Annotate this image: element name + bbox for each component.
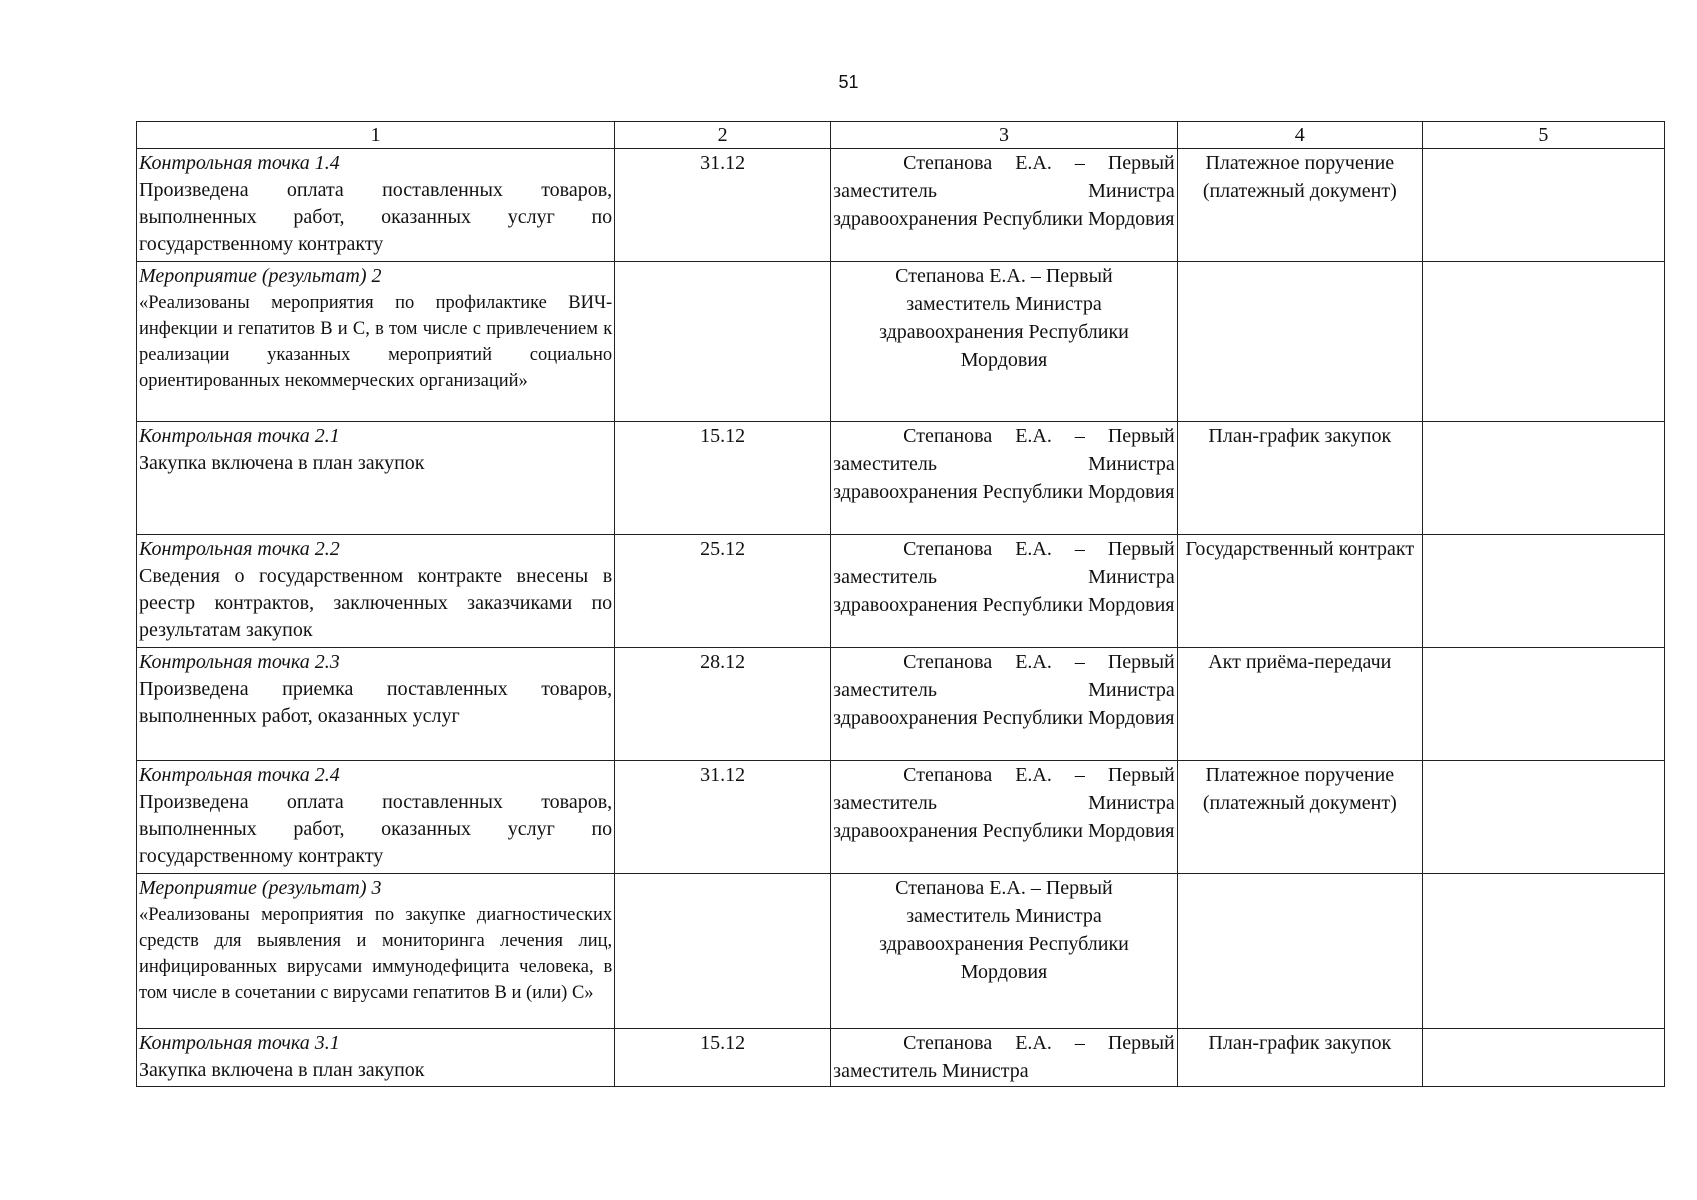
- item-title: Контрольная точка 2.2: [139, 538, 340, 560]
- name-cell: [137, 262, 615, 422]
- document-type: Акт приёма-передачи: [1177, 648, 1422, 761]
- responsible-person: Степанова Е.А. – Первый заместитель Министра здравоохранения Республики Мордовия: [831, 149, 1178, 262]
- item-title: Контрольная точка 2.3: [139, 651, 340, 673]
- column-5-cell: [1422, 1029, 1664, 1087]
- item-title: Контрольная точка 1.4: [139, 152, 340, 174]
- responsible-person: Степанова Е.А. – Первый заместитель Министра здравоохранения Республики Мордовия: [831, 648, 1178, 761]
- due-date: 15.12: [615, 1029, 831, 1087]
- item-title: Контрольная точка 2.4: [139, 764, 340, 786]
- table-row: [137, 422, 1665, 535]
- column-5-cell: [1422, 648, 1664, 761]
- due-date: 31.12: [615, 149, 831, 262]
- column-header-1: 1: [137, 122, 615, 149]
- item-title: Контрольная точка 2.1: [139, 425, 340, 447]
- due-date: 31.12: [615, 761, 831, 874]
- table-row: [137, 648, 1665, 761]
- column-header-2: 2: [615, 122, 831, 149]
- name-cell: [137, 422, 615, 535]
- responsible-person: Степанова Е.А. – Первый заместитель Министра здравоохранения Республики Мордовия: [831, 262, 1178, 422]
- item-title: Контрольная точка 3.1: [139, 1032, 340, 1054]
- document-type: Государственный контракт: [1177, 535, 1422, 648]
- item-title: Мероприятие (результат) 3: [139, 877, 382, 899]
- column-header-4: 4: [1177, 122, 1422, 149]
- table-row: [137, 535, 1665, 648]
- table-row: [137, 761, 1665, 874]
- responsible-person: Степанова Е.А. – Первый заместитель Министра здравоохранения Республики Мордовия: [831, 761, 1178, 874]
- responsible-person: Степанова Е.А. – Первый заместитель Министра здравоохранения Республики Мордовия: [831, 874, 1178, 1029]
- item-description: Произведена приемка поставленных товаров, выполненных работ, оказанных услуг: [139, 678, 613, 727]
- item-title: Мероприятие (результат) 2: [139, 265, 382, 287]
- item-description: Произведена оплата поставленных товаров, выполненных работ, оказанных услуг по государственному контракту: [139, 791, 613, 867]
- column-5-cell: [1422, 761, 1664, 874]
- document-type: Платежное поручение (платежный документ): [1177, 761, 1422, 874]
- document-type: [1177, 262, 1422, 422]
- item-description: «Реализованы мероприятия по закупке диагностических средств для выявления и мониторинга лечения лиц, инфицированных вирусами иммунодефицита человека, в том числе в сочетании с вирусами гепатитов В и (или) С»: [139, 905, 613, 1003]
- column-5-cell: [1422, 535, 1664, 648]
- page-number: 51: [838, 72, 859, 92]
- column-5-cell: [1422, 149, 1664, 262]
- due-date: 25.12: [615, 535, 831, 648]
- responsible-person: Степанова Е.А. – Первый заместитель Министра: [831, 1029, 1178, 1087]
- item-description: Закупка включена в план закупок: [139, 452, 425, 474]
- column-5-cell: [1422, 422, 1664, 535]
- due-date: [615, 874, 831, 1029]
- document-type: Платежное поручение (платежный документ): [1177, 149, 1422, 262]
- column-header-5: 5: [1422, 122, 1664, 149]
- plan-table: [136, 121, 1665, 1087]
- responsible-person: Степанова Е.А. – Первый заместитель Министра здравоохранения Республики Мордовия: [831, 535, 1178, 648]
- responsible-person: Степанова Е.А. – Первый заместитель Министра здравоохранения Республики Мордовия: [831, 422, 1178, 535]
- document-type: План-график закупок: [1177, 422, 1422, 535]
- name-cell: [137, 648, 615, 761]
- table-row: [137, 149, 1665, 262]
- table-row: [137, 874, 1665, 1029]
- item-description: «Реализованы мероприятия по профилактике ВИЧ-инфекции и гепатитов В и С, в том числе с привлечением к реализации указанных мероприятий социально ориентированных некоммерческих организаций»: [139, 293, 613, 391]
- document-type: План-график закупок: [1177, 1029, 1422, 1087]
- column-5-cell: [1422, 262, 1664, 422]
- name-cell: [137, 1029, 615, 1087]
- item-description: Произведена оплата поставленных товаров, выполненных работ, оказанных услуг по государственному контракту: [139, 179, 613, 255]
- column-5-cell: [1422, 874, 1664, 1029]
- item-description: Сведения о государственном контракте внесены в реестр контрактов, заключенных заказчиками по результатам закупок: [139, 565, 613, 641]
- name-cell: [137, 761, 615, 874]
- header-row: [137, 122, 1665, 149]
- name-cell: [137, 874, 615, 1029]
- name-cell: [137, 535, 615, 648]
- column-header-3: 3: [831, 122, 1178, 149]
- name-cell: [137, 149, 615, 262]
- document-type: [1177, 874, 1422, 1029]
- due-date: 28.12: [615, 648, 831, 761]
- table-row: [137, 1029, 1665, 1087]
- due-date: 15.12: [615, 422, 831, 535]
- table-row: [137, 262, 1665, 422]
- due-date: [615, 262, 831, 422]
- item-description: Закупка включена в план закупок: [139, 1059, 425, 1081]
